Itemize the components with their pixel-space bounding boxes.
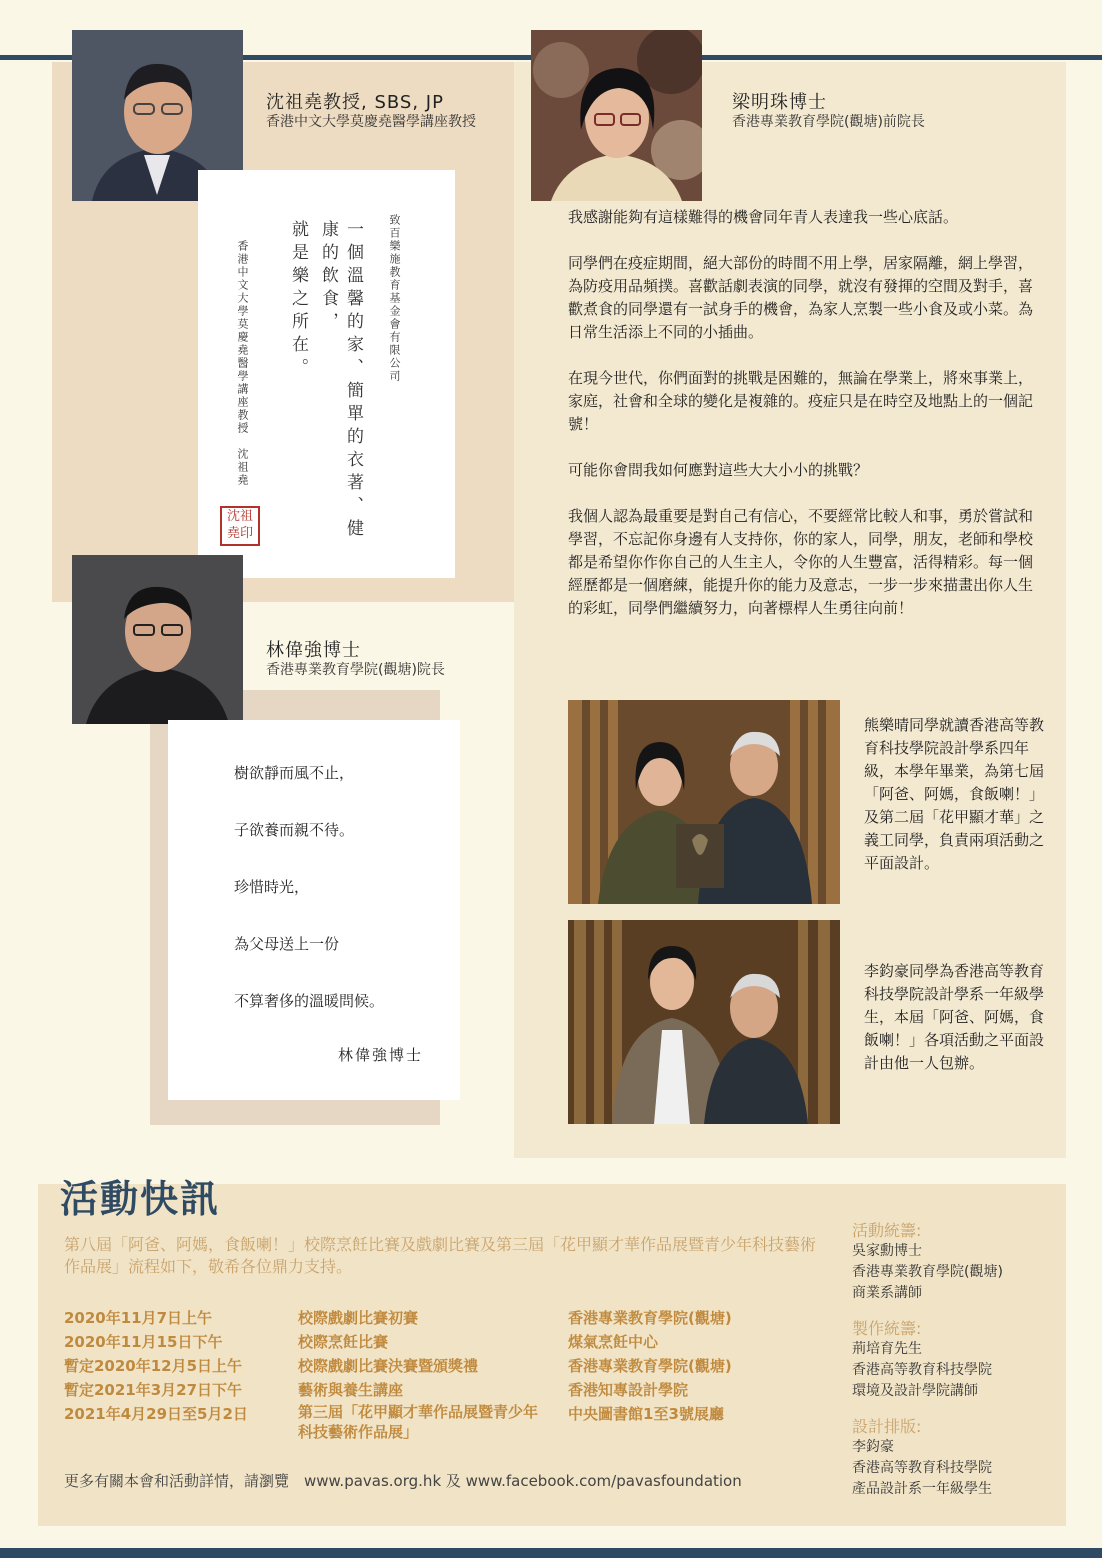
poem-line: 珍惜時光， [234, 878, 310, 896]
person-3-title: 香港專業教育學院(觀塘)院長 [266, 662, 445, 678]
calligraphy-recipient: 致百樂施教育基金會有限公司 [388, 214, 401, 383]
poem-line: 不算奢侈的溫暖問候。 [234, 992, 385, 1010]
schedule-venue: 香港知專設計學院 [568, 1381, 689, 1399]
credit-line: 荊培育先生 [852, 1341, 922, 1357]
seal-text: 沈祖堯印 [226, 509, 253, 541]
schedule-venue: 香港專業教育學院(觀塘) [568, 1309, 732, 1327]
credit-heading: 製作統籌: [852, 1319, 922, 1338]
person-3-name: 林偉強博士 [266, 640, 361, 661]
student-caption-2: 李鈞豪同學為香港高等教育科技學院設計學系一年級學生，本屆「阿爸、阿媽，食飯喇！」各項活動之平面設計由他一人包辦。 [864, 962, 1045, 1072]
schedule-event: 校際戲劇比賽初賽 [298, 1309, 419, 1327]
message-paragraph: 在現今世代，你們面對的挑戰是困難的，無論在學業上，將來事業上，家庭，社會和全球的變化是複雜的。疫症只是在時空及地點上的一個記號！ [568, 369, 1034, 433]
calligraphy-card [198, 170, 455, 578]
person-1-name: 沈祖堯教授, SBS, JP [266, 92, 444, 113]
schedule-venue: 煤氣烹飪中心 [568, 1333, 659, 1351]
schedule-date: 2020年11月7日上午 [64, 1309, 213, 1327]
person-1-title: 香港中文大學莫慶堯醫學講座教授 [266, 114, 476, 130]
poem-line: 子欲養而親不待。 [234, 821, 355, 839]
portrait-photo-3 [72, 555, 243, 724]
credit-line: 香港高等教育科技學院 [852, 1460, 992, 1476]
credit-line: 產品設計系一年級學生 [852, 1481, 992, 1497]
poem-signature: 林偉強博士 [338, 1046, 424, 1064]
schedule-event: 第三屆「花甲顯才華作品展暨青少年科技藝術作品展」 [298, 1403, 539, 1441]
credit-line: 香港專業教育學院(觀塘) [852, 1264, 1003, 1280]
credit-line: 商業系講師 [852, 1285, 922, 1301]
poem-card [168, 720, 460, 1100]
message-paragraph: 同學們在疫症期間，絕大部份的時間不用上學，居家隔離，網上學習，為防疫用品頻撲。喜歡話劇表演的同學，就沒有發揮的空間及對手，喜歡煮食的同學還有一試身手的機會，為家人烹製一些小食及或小菜。為日常生活添上不同的小插曲。 [568, 254, 1034, 341]
credits-block [852, 1218, 1052, 1500]
portrait-photo-2 [531, 30, 702, 201]
calligraphy-signature: 香港中文大學莫慶堯醫學講座教授 沈祖堯 [236, 240, 249, 487]
calligraphy-line-1: 一個溫馨的家、簡單的衣著、健康的飲食， [318, 220, 363, 542]
calligraphy-line-2: 就是樂之所在。 [288, 220, 308, 381]
schedule-event: 藝術與養生講座 [298, 1381, 404, 1399]
schedule-venue: 香港專業教育學院(觀塘) [568, 1357, 732, 1375]
poem-line: 為父母送上一份 [234, 935, 340, 953]
message-body [568, 206, 1038, 620]
person-2-title: 香港專業教育學院(觀塘)前院長 [732, 114, 925, 130]
poem-line: 樹欲靜而風不止， [234, 764, 355, 782]
bottom-rule [0, 1548, 1102, 1558]
schedule-date: 2021年4月29日至5月2日 [64, 1405, 248, 1423]
message-paragraph: 我感謝能夠有這樣難得的機會同年青人表達我一些心底話。 [568, 208, 959, 226]
news-intro: 第八屆「阿爸、阿媽，食飯喇！」校際烹飪比賽及戲劇比賽及第三屆「花甲顯才華作品展暨青少年科技藝術作品展」流程如下，敬希各位鼎力支持。 [64, 1235, 817, 1276]
person-2-name: 梁明珠博士 [732, 92, 827, 113]
credit-heading: 活動統籌: [852, 1221, 922, 1240]
seal-stamp [220, 506, 260, 546]
more-info-link[interactable]: 更多有關本會和活動詳情，請瀏覽 www.pavas.org.hk 及 www.facebook.com/pavasfoundation [64, 1472, 742, 1490]
schedule-date: 2020年11月15日下午 [64, 1333, 223, 1351]
message-paragraph: 可能你會問我如何應對這些大大小小的挑戰？ [568, 461, 869, 479]
credit-line: 環境及設計學院講師 [852, 1383, 978, 1399]
schedule-venue: 中央圖書館1至3號展廳 [568, 1405, 724, 1423]
schedule-event: 校際烹飪比賽 [298, 1333, 389, 1351]
schedule-date: 暫定2020年12月5日上午 [64, 1357, 243, 1375]
student-photo-2 [568, 920, 840, 1124]
schedule-event: 校際戲劇比賽決賽暨頒獎禮 [298, 1357, 479, 1375]
credit-line: 吳家勳博士 [852, 1243, 922, 1259]
credit-line: 香港高等教育科技學院 [852, 1362, 992, 1378]
credit-heading: 設計排版: [852, 1417, 922, 1436]
credit-line: 李鈞豪 [852, 1439, 894, 1455]
student-photo-1 [568, 700, 840, 904]
student-caption-1: 熊樂晴同學就讀香港高等教育科技學院設計學系四年級，本學年畢業，為第七屆「阿爸、阿媽，食飯喇！」及第二屆「花甲顯才華」之義工同學，負責兩項活動之平面設計。 [864, 716, 1045, 872]
news-heading: 活動快訊 [60, 1177, 221, 1221]
message-paragraph: 我個人認為最重要是對自己有信心，不要經常比較人和事，勇於嘗試和學習，不忘記你身邊有人支持你，你的家人，同學，朋友，老師和學校都是希望你作你自己的人生主人，令你的人生豐富，活得精彩。每一個經歷都是一個磨練，能提升你的能力及意志，一步一步來描畫出你人生的彩虹，同學們繼續努力，向著標桿人生勇往向前！ [568, 507, 1034, 617]
schedule-date: 暫定2021年3月27日下午 [64, 1381, 243, 1399]
